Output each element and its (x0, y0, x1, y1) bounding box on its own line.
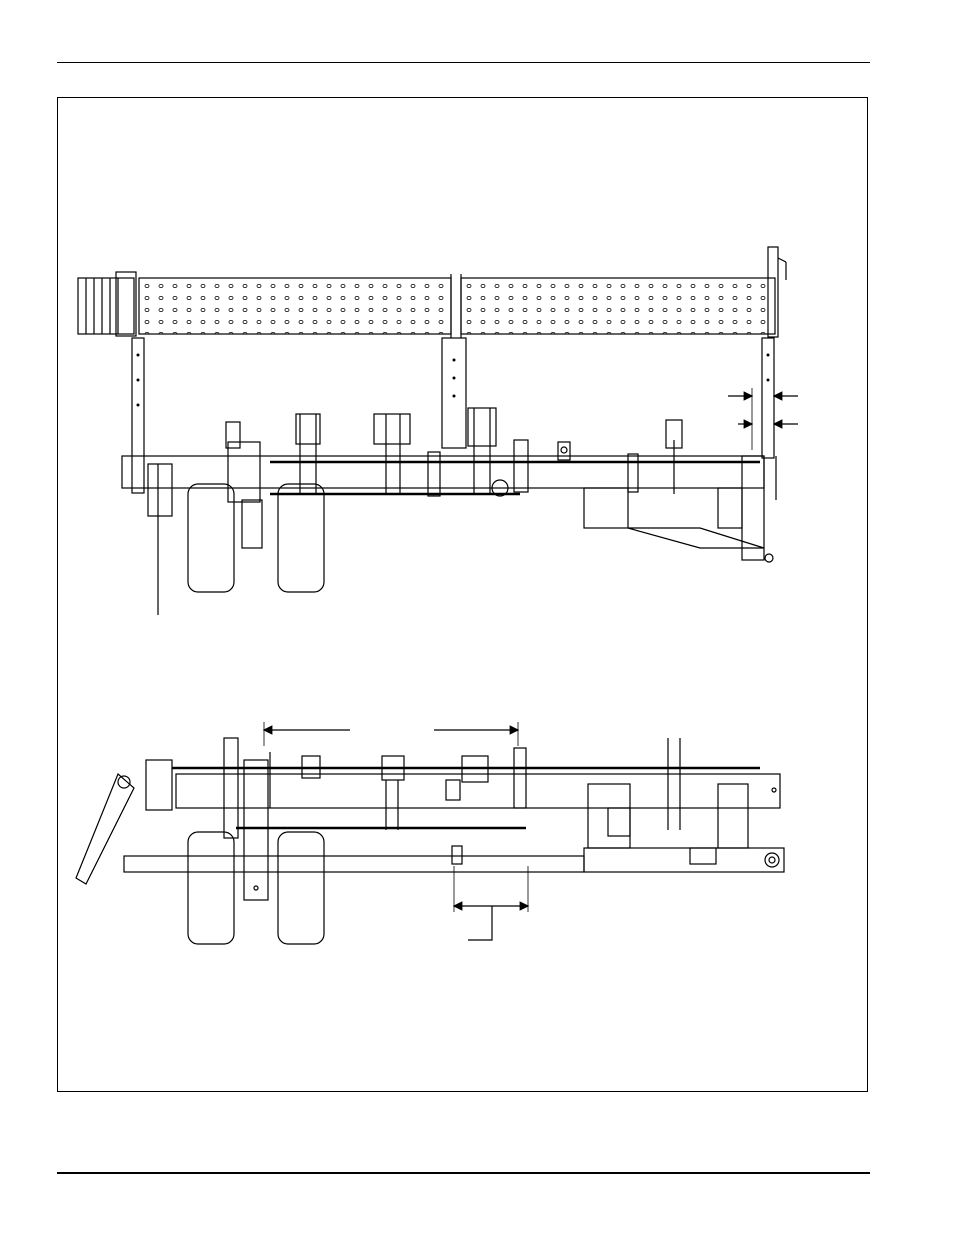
lower-beam (176, 774, 780, 808)
tongue-bar (124, 856, 584, 872)
hitch-arm (76, 774, 134, 884)
transport-wheel-right (278, 832, 324, 944)
upper-view (78, 247, 798, 615)
transport-wheel-left (188, 832, 234, 944)
gauge-wheel-right (278, 484, 324, 592)
hopper-panel-left (139, 278, 451, 334)
left-end-panel (78, 272, 136, 336)
lower-view (76, 722, 784, 944)
hopper-panel-right (461, 278, 775, 334)
gauge-wheel-left (188, 484, 234, 592)
dimension-bottom-lower (454, 866, 528, 940)
row-units-upper (226, 408, 682, 494)
dimension-span-lower (264, 722, 518, 746)
dimension-arrows-upper (728, 388, 798, 450)
